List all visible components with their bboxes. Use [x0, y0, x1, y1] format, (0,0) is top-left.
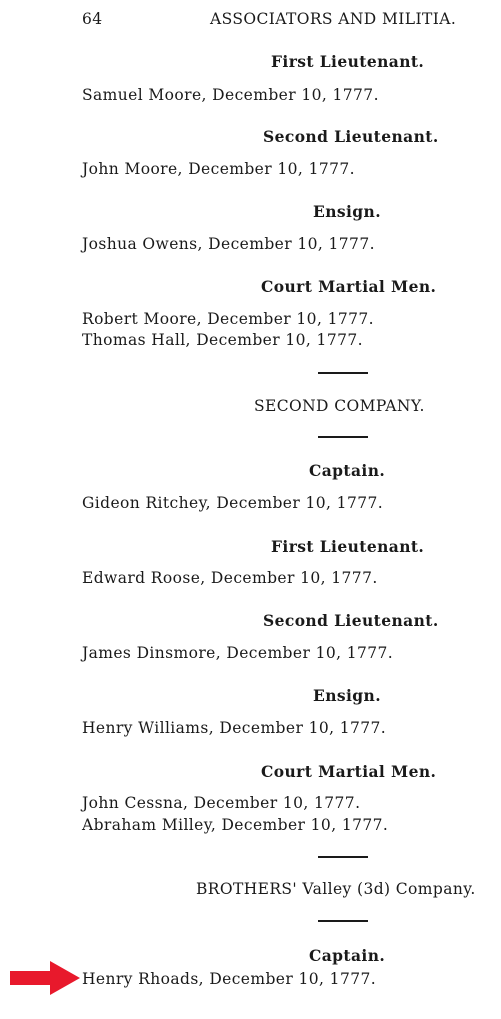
- heading-ensign: Ensign.: [313, 686, 382, 705]
- heading-first-lieutenant: First Lieutenant.: [271, 52, 425, 71]
- heading-second-lieutenant: Second Lieutenant.: [263, 127, 439, 146]
- heading-ensign: Ensign.: [313, 202, 382, 221]
- red-arrow-icon: [10, 959, 80, 997]
- heading-second-lieutenant: Second Lieutenant.: [263, 611, 439, 630]
- entry-edward-roose: Edward Roose, December 10, 1777.: [82, 569, 378, 587]
- heading-captain: Captain.: [309, 461, 386, 480]
- entry-samuel-moore: Samuel Moore, December 10, 1777.: [82, 86, 379, 104]
- heading-first-lieutenant: First Lieutenant.: [271, 537, 425, 556]
- divider-rule: [318, 436, 368, 438]
- entry-gideon-ritchey: Gideon Ritchey, December 10, 1777.: [82, 494, 384, 512]
- entry-john-moore: John Moore, December 10, 1777.: [82, 160, 355, 178]
- entry-henry-williams: Henry Williams, December 10, 1777.: [82, 719, 387, 737]
- divider-rule: [318, 372, 368, 374]
- heading-court-martial-men: Court Martial Men.: [261, 277, 437, 296]
- entry-thomas-hall: Thomas Hall, December 10, 1777.: [82, 331, 363, 349]
- heading-brothers-valley-company: BROTHERS' Valley (3d) Company.: [196, 880, 476, 898]
- entry-james-dinsmore: James Dinsmore, December 10, 1777.: [82, 644, 394, 662]
- heading-captain: Captain.: [309, 946, 386, 965]
- running-head: ASSOCIATORS AND MILITIA.: [210, 10, 457, 28]
- divider-rule: [318, 856, 368, 858]
- divider-rule: [318, 920, 368, 922]
- entry-henry-rhoads: Henry Rhoads, December 10, 1777.: [82, 970, 377, 988]
- entry-joshua-owens: Joshua Owens, December 10, 1777.: [82, 235, 375, 253]
- entry-robert-moore: Robert Moore, December 10, 1777.: [82, 310, 374, 328]
- heading-court-martial-men: Court Martial Men.: [261, 762, 437, 781]
- heading-second-company: SECOND COMPANY.: [254, 397, 425, 415]
- entry-john-cessna: John Cessna, December 10, 1777.: [82, 794, 361, 812]
- page-number: 64: [82, 10, 103, 28]
- entry-abraham-milley: Abraham Milley, December 10, 1777.: [82, 816, 389, 834]
